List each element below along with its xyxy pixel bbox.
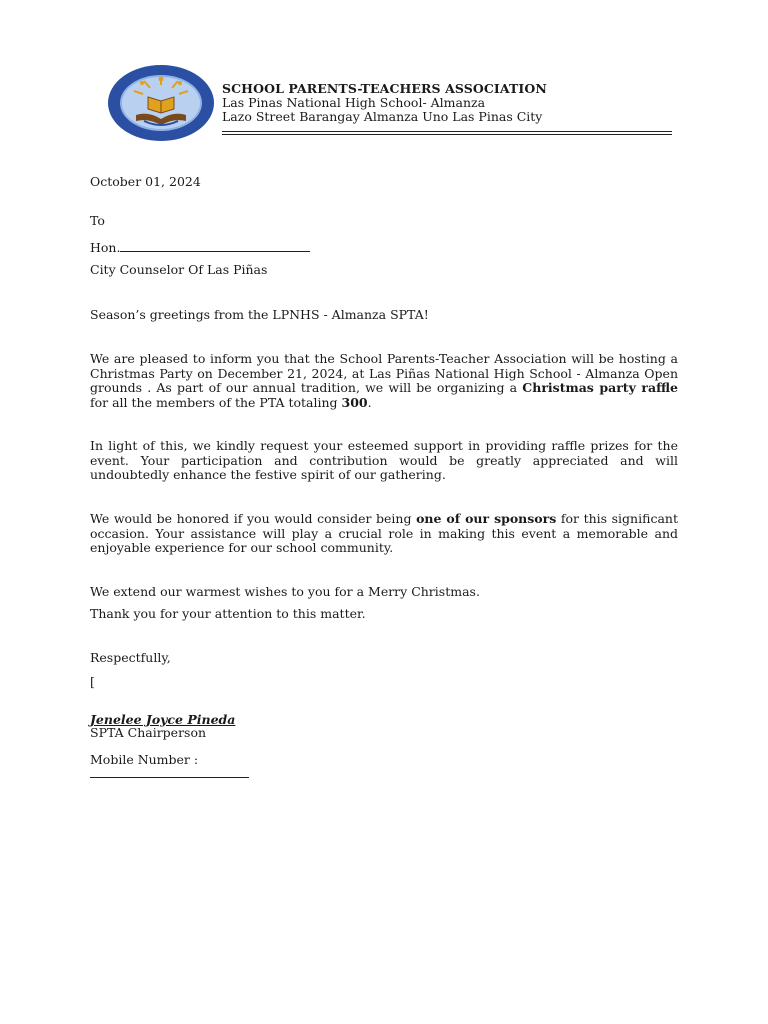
thanks-line: Thank you for your attention to this matter.: [90, 606, 366, 621]
school-address: Lazo Street Barangay Almanza Uno Las Pinas City: [222, 109, 543, 124]
paragraph-3: [90, 512, 678, 556]
paragraph-3-text-b: for this significant occasion. Your assistance will play a crucial role in making this event a memorable and enjoyable experience for our school community.: [90, 511, 678, 555]
paragraph-1-text-b: for all the members of the PTA totaling: [90, 394, 342, 410]
recipient-title: City Counselor Of Las Piñas: [90, 262, 268, 277]
signature-bracket: [: [90, 674, 95, 689]
mobile-number-blank: [90, 766, 249, 778]
member-count: 300: [341, 394, 368, 410]
organization-name: SCHOOL PARENTS-TEACHERS ASSOCIATION: [222, 81, 547, 96]
paragraph-3-bold: one of our sponsors: [416, 511, 557, 526]
mobile-number-label: Mobile Number :: [90, 752, 199, 767]
to-label: To: [90, 213, 105, 228]
wishes-line: We extend our warmest wishes to you for a Merry Christmas.: [90, 584, 480, 599]
letterhead-rule: [222, 134, 672, 135]
paragraph-1: [90, 352, 678, 410]
letterhead-rule: [222, 131, 672, 132]
greeting: Season’s greetings from the LPNHS - Almanza SPTA!: [90, 307, 429, 322]
signatory-title: SPTA Chairperson: [90, 725, 207, 740]
paragraph-1-end: .: [367, 394, 372, 410]
signatory-name: Jenelee Joyce Pineda: [90, 712, 236, 727]
letterhead: [222, 82, 547, 124]
school-name: Las Pinas National High School- Almanza: [222, 95, 486, 110]
paragraph-3-text: We would be honored if you would consider being: [90, 511, 417, 526]
mobile-number-blank-line: [90, 766, 249, 781]
spta-seal-logo: [106, 63, 216, 143]
recipient-name-blank: [120, 251, 310, 252]
paragraph-1-bold: Christmas party raffle: [522, 380, 678, 395]
hon-line: [90, 241, 310, 255]
letter-date: October 01, 2024: [90, 174, 201, 189]
paragraph-2: In light of this, we kindly request your esteemed support in providing raffle prizes for the event. Your participation and contribution would be greatly appreciated and will undoubtedly enhance the festive spirit of our gathering.: [90, 438, 678, 482]
hon-label: Hon.: [90, 240, 121, 255]
paragraph-1-text: We are pleased to inform you that the School Parents-Teacher Association will be hosting a Christmas Party on December 21, 2024, at Las Piñas National High School - Almanza Open grounds . As part of our annual tradition, we will be organizing a: [90, 351, 678, 395]
closing: Respectfully,: [90, 650, 171, 665]
